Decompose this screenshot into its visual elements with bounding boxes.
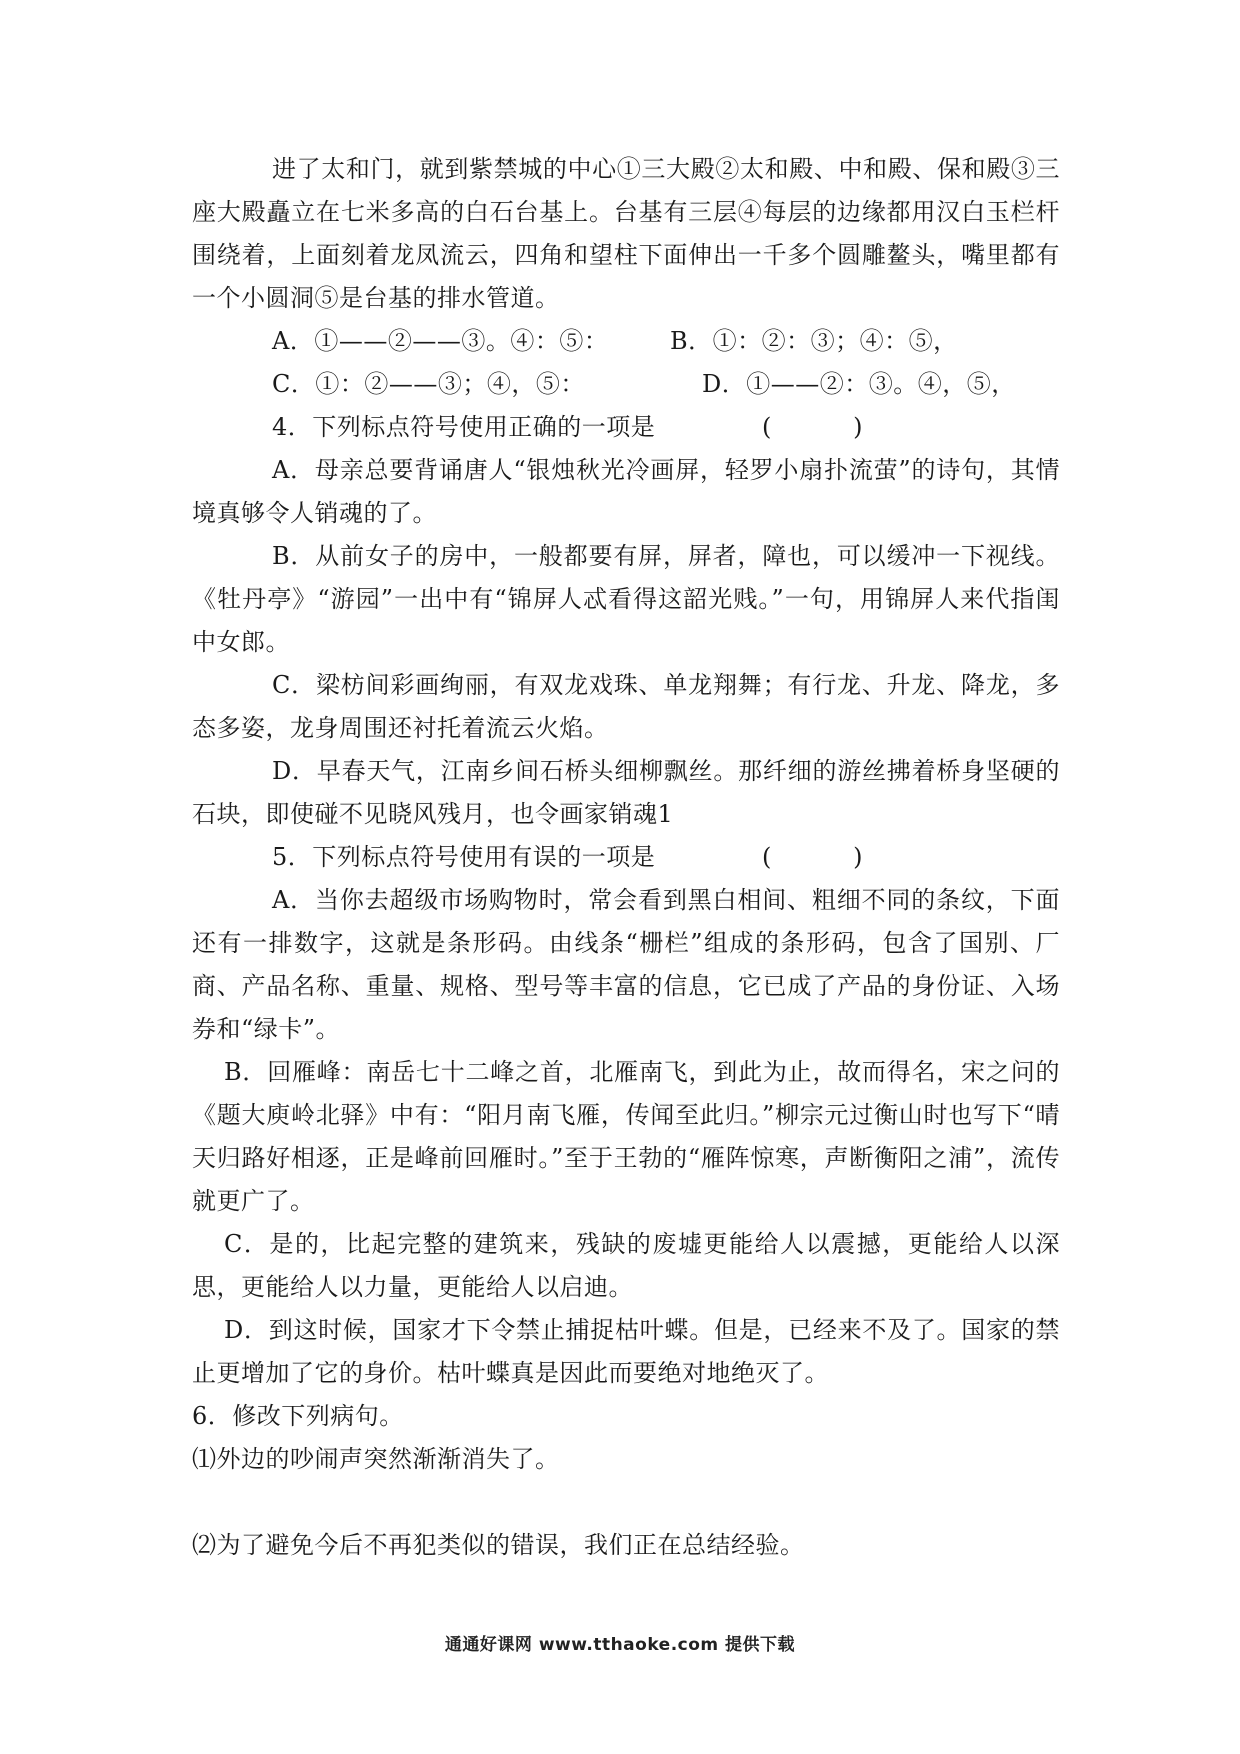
q4-option-b: B．从前女子的房中，一般都要有屏，屏者，障也，可以缓冲一下视线。《牡丹亭》“游园”一出中有“锦屏人忒看得这韶光贱。”一句，用锦屏人来代指闺中女郎。	[192, 542, 1060, 656]
passage-paragraph: 进了太和门，就到紫禁城的中心①三大殿②太和殿、中和殿、保和殿③三座大殿矗立在七米多高的白石台基上。台基有三层④每层的边缘都用汉白玉栏杆围绕着，上面刻着龙凤流云，四角和望柱下面伸出一千多个圆雕鳌头，嘴里都有一个小圆洞⑤是台基的排水管道。	[192, 155, 1060, 312]
q3-options-row-1	[192, 320, 1060, 363]
q4-option-a: A．母亲总要背诵唐人“银烛秋光冷画屏，轻罗小扇扑流萤”的诗句，其情境真够令人销魂的了。	[192, 456, 1060, 527]
q3-options-row-2	[192, 363, 1060, 406]
q5-option-c: C．是的，比起完整的建筑来，残缺的废墟更能给人以震撼，更能给人以深思，更能给人以力量，更能给人以启迪。	[192, 1230, 1060, 1301]
footer-watermark: 通通好课网 www.tthaoke.com 提供下载	[444, 1635, 796, 1655]
q5-option-b: B．回雁峰：南岳七十二峰之首，北雁南飞，到此为止，故而得名，宋之问的《题大庾岭北驿》中有：“阳月南飞雁，传闻至此归。”柳宗元过衡山时也写下“晴天归路好相逐，正是峰前回雁时。”至于王勃的“雁阵惊寒，声断衡阳之浦”，流传就更广了。	[192, 1058, 1060, 1215]
q6-item-1: ⑴外边的吵闹声突然渐渐消失了。	[192, 1445, 560, 1473]
q5-stem	[192, 836, 1060, 879]
q5-option-a: A．当你去超级市场购物时，常会看到黑白相间、粗细不同的条纹，下面还有一排数字，这就是条形码。由线条“栅栏”组成的条形码，包含了国别、厂商、产品名称、重量、规格、型号等丰富的信息，它已成了产品的身份证、入场券和“绿卡”。	[192, 886, 1060, 1043]
q4-option-d: D．早春天气，江南乡间石桥头细柳飘丝。那纤细的游丝拂着桥身坚硬的石块，即使碰不见晓风残月，也令画家销魂1	[192, 757, 1060, 828]
q4-option-c: C．梁枋间彩画绚丽，有双龙戏珠、单龙翔舞；有行龙、升龙、降龙，多态多姿，龙身周围还衬托着流云火焰。	[192, 671, 1060, 742]
answer-space	[192, 1481, 1060, 1524]
q3-option-b: B．①：②：③；④：⑤，	[670, 327, 958, 355]
q5-option-d: D．到这时候，国家才下令禁止捕捉枯叶蝶。但是，已经来不及了。国家的禁止更增加了它的身价。枯叶蝶真是因此而要绝对地绝灭了。	[192, 1316, 1060, 1387]
q3-option-c: C．①：②——③；④，⑤：	[272, 370, 585, 398]
q4-answer-blank: ( )	[762, 413, 864, 441]
q6-stem: 6．修改下列病句。	[192, 1402, 404, 1430]
q5-stem-text: 5．下列标点符号使用有误的一项是	[272, 843, 656, 871]
q5-answer-blank: ( )	[762, 843, 864, 871]
q3-option-d: D．①——②：③。④，⑤，	[702, 370, 1016, 398]
q4-stem-text: 4．下列标点符号使用正确的一项是	[272, 413, 656, 441]
document-body	[192, 148, 1060, 1567]
q3-option-a: A．①——②——③。④：⑤：	[272, 327, 609, 355]
q6-item-2: ⑵为了避免今后不再犯类似的错误，我们正在总结经验。	[192, 1531, 805, 1559]
q4-stem	[192, 406, 1060, 449]
